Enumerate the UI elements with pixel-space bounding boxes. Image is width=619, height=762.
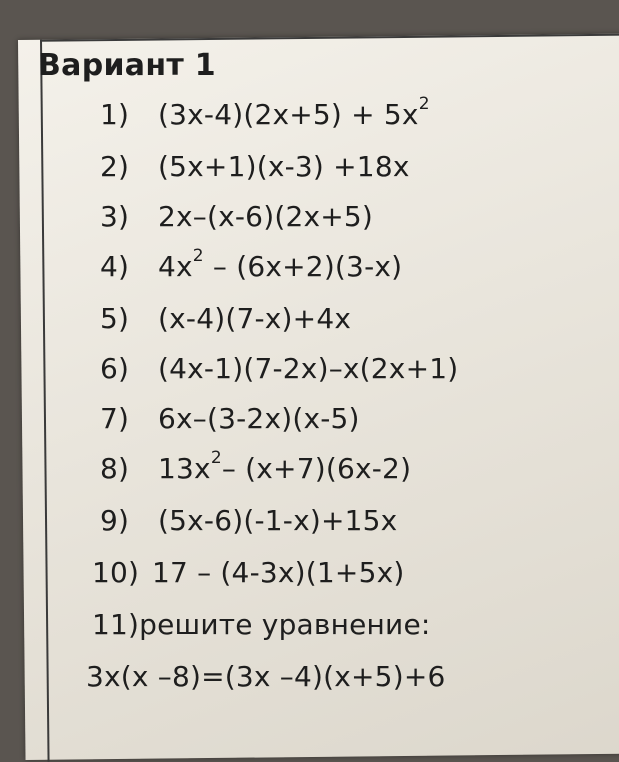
exercise-expression: 6x–(3-2x)(x-5) [158,402,360,435]
exercise-5 [100,302,351,335]
exercise-expression: $(3x-4)(2x+5) + 5x^2$ [158,94,430,131]
variant-title: Вариант 1 [38,48,216,83]
exercise-number: 4) [100,250,130,283]
exercise-3 [100,200,373,233]
exercise-10 [92,556,405,589]
exercise-expression: 2x–(x-6)(2x+5) [158,200,374,233]
exercise-number: 1) [100,98,130,131]
exercise-expression: $13x^2-$ (x+7)(6x-2) [158,448,412,485]
exercise-number: 3) [100,200,130,233]
exercise-number: 6) [100,352,130,385]
exercise-6 [100,352,458,385]
exercise-expression: (4x-1)(7-2x)–x(2x+1) [158,352,459,385]
task-11-label: 11)решите уравнение: [92,608,431,641]
exercise-8 [100,448,412,485]
exercise-expression: (5x-6)(-1-x)+15x [158,504,398,537]
exercise-7 [100,402,360,435]
exercise-9 [100,504,397,537]
exercise-expression: (5x+1)(x-3) +18x [158,150,410,183]
exercise-expression: 17 – (4-3x)(1+5x) [152,556,405,589]
exercise-2 [100,150,410,183]
exercise-expression: (x-4)(7-x)+4x [158,302,352,335]
exercise-4 [100,246,403,283]
exercise-number: 10) [92,556,140,589]
exercise-expression: $4x^2 - (6x+2)(3-x)$ [158,246,403,283]
exercise-1 [100,94,430,131]
exercise-number: 7) [100,402,130,435]
task-11-equation: 3x(x –8)=(3x –4)(x+5)+6 [86,660,446,693]
exercise-number: 9) [100,504,130,537]
exercise-number: 5) [100,302,130,335]
exercise-number: 8) [100,452,130,485]
exercise-number: 2) [100,150,130,183]
